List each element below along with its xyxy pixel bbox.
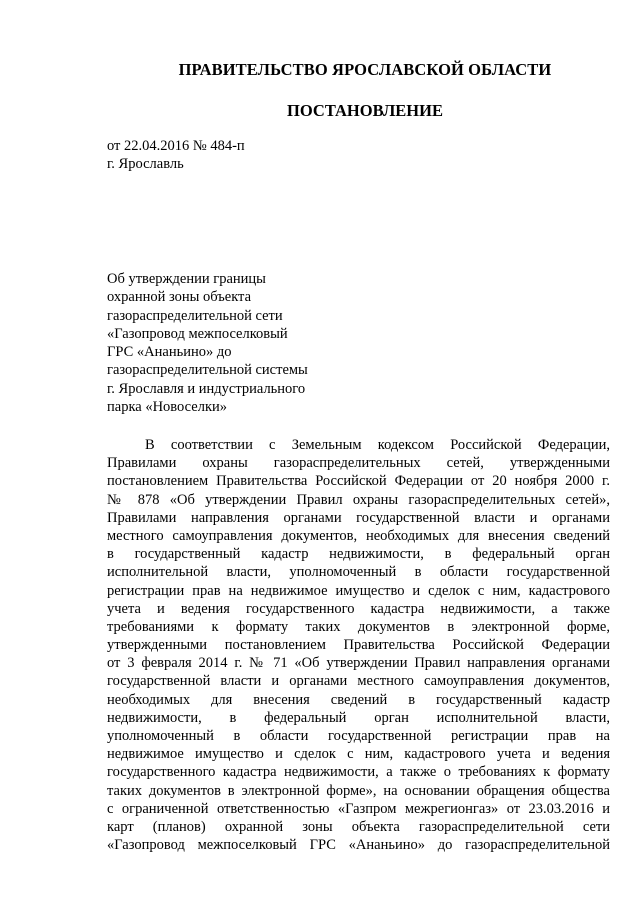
document-subject [107,270,337,416]
body-line: требованиями к формату таких документов в электронной форме, [107,618,610,635]
body-line: утвержденными постановлением Правительства Российской Федерации [107,637,610,654]
subject-line: ГРС «Ананьино» до [107,344,232,361]
body-line: постановлением Правительства Российской Федерации от 20 ноября 2000 г. [107,473,610,490]
organization-title: ПРАВИТЕЛЬСТВО ЯРОСЛАВСКОЙ ОБЛАСТИ [178,60,552,79]
body-line: учета и ведения государственного кадастра недвижимости, а также [107,600,610,617]
body-line: недвижимости, в федеральный орган исполнительной власти, [107,709,610,726]
subject-line: парка «Новоселки» [107,399,228,416]
document-type-title: ПОСТАНОВЛЕНИЕ [287,101,443,120]
subject-line: Об утверждении границы [107,271,266,287]
body-line: Правилами охраны газораспределительных сетей, утвержденными [107,455,610,472]
body-line: Правилами направления органами государственной власти и органами [107,509,610,526]
body-line: исполнительной власти, уполномоченный в области государственной [107,564,610,581]
body-line: в государственный кадастр недвижимости, в федеральный орган [107,546,610,563]
subject-line: газораспределительной системы [107,362,308,379]
body-line: от 3 февраля 2014 г. № 71 «Об утверждении Правил направления органами [107,655,610,672]
body-line: местного самоуправления документов, необходимых для внесения сведений [107,527,610,544]
body-line: В соответствии с Земельным кодексом Российской Федерации, [145,437,610,453]
body-line: карт (планов) охранной зоны объекта газораспределительной сети [107,818,610,835]
city: г. Ярославль [107,156,184,172]
body-line: регистрации прав на недвижимое имущество и сделок с ним, кадастрового [107,582,610,599]
body-line: с ограниченной ответственностью «Газпром межрегионгаз» от 23.03.2016 и [107,800,610,817]
body-line: № 878 «Об утверждении Правил охраны газораспределительных сетей», [107,491,610,508]
date-number: от 22.04.2016 № 484-п [107,138,245,154]
subject-line: «Газопровод межпоселковый [107,325,288,342]
body-line: необходимых для внесения сведений в государственный кадастр [107,691,610,708]
body-line: недвижимое имущество и сделок с ним, кадастрового учета и ведения [107,746,610,763]
body-line: таких документов в электронной форме», на основании обращения общества [107,782,610,799]
document-meta [107,137,245,173]
body-paragraph [107,436,610,854]
body-line: государственного кадастра недвижимости, а также о требованиях к формату [107,764,610,781]
body-line: «Газопровод межпоселковый ГРС «Ананьино» до газораспределительной [107,837,610,854]
body-line: уполномоченный в области государственной регистрации прав на [107,728,610,744]
body-line: государственной власти и органами местного самоуправления документов, [107,673,610,690]
subject-line: газораспределительной сети [107,307,283,324]
subject-line: охранной зоны объекта [107,289,252,306]
subject-line: г. Ярославля и индустриального [107,380,306,397]
